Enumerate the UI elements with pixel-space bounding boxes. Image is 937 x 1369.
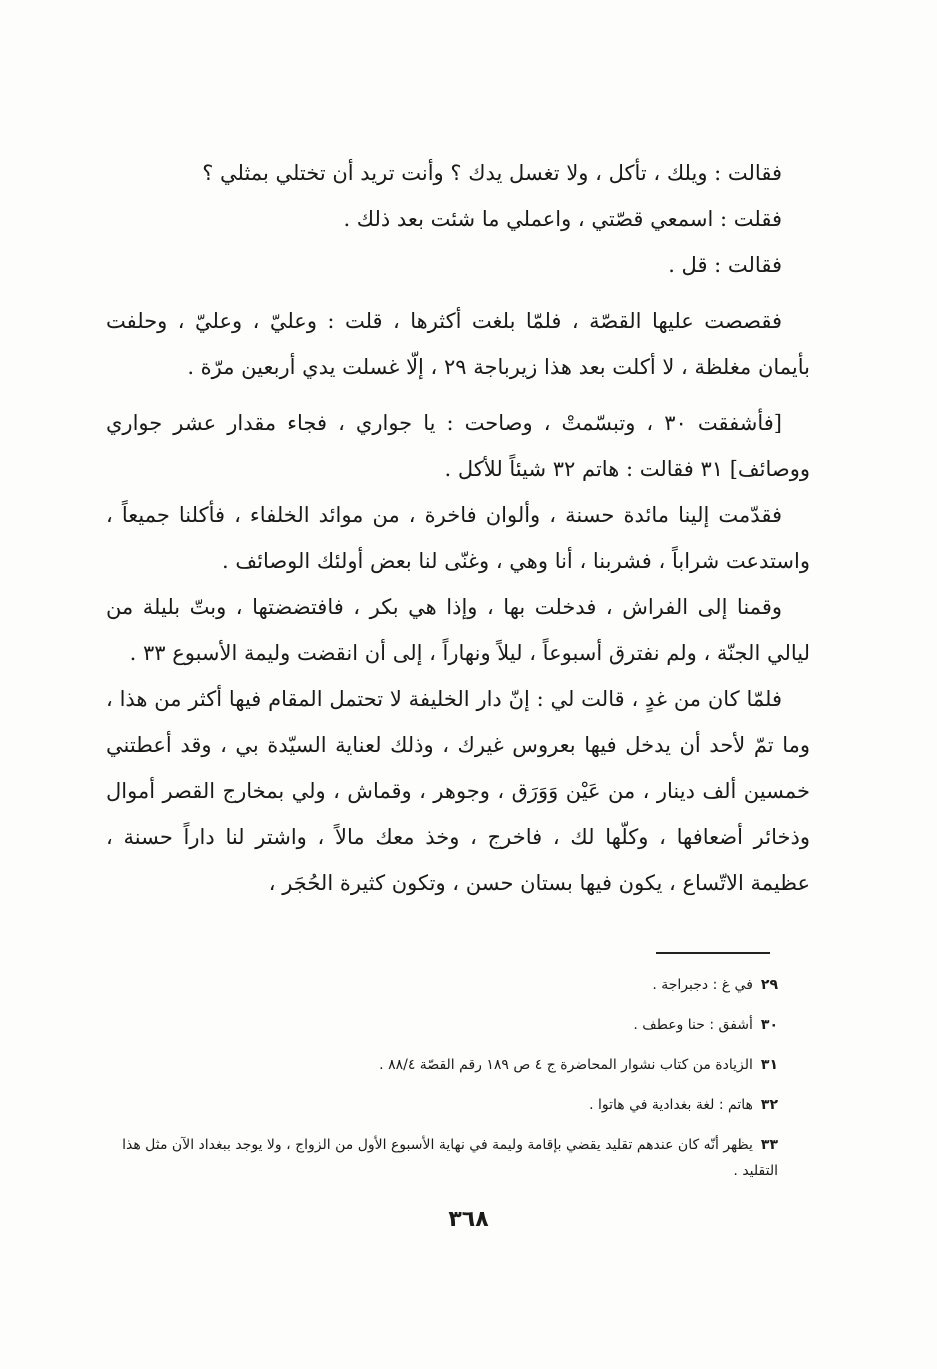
dialogue-line: فقالت : ويلك ، تأكل ، ولا تغسل يدك ؟ وأنت تريد أن تختلي بمثلي ؟ xyxy=(202,161,782,185)
footnote xyxy=(108,972,778,998)
footnote-text: هاتم : لغة بغدادية في هاتوا . xyxy=(589,1097,753,1113)
footnote-text: في غ : دجبراجة . xyxy=(652,977,753,993)
footnote xyxy=(108,1092,778,1118)
footnote-divider xyxy=(656,952,770,954)
dialogue-line: فقلت : اسمعي قصّتي ، واعملي ما شئت بعد ذلك . xyxy=(343,207,782,231)
footnote-number: ٣٣ xyxy=(760,1137,778,1153)
paragraph: فقصصت عليها القصّة ، فلمّا بلغت أكثرها ، قلت : وعليّ ، وعليّ ، وحلفت بأيمان مغلظة ، لا أكلت بعد هذا زيرباجة ٢٩ ، إلّا غسلت يدي أربعين مرّة . xyxy=(106,309,810,379)
dialogue-line: فقالت : قل . xyxy=(668,253,782,277)
footnote-text: الزيادة من كتاب نشوار المحاضرة ج ٤ ص ١٨٩ رقم القصّة ٨٨/٤ . xyxy=(379,1057,753,1073)
footnotes-section xyxy=(108,972,778,1198)
footnote-number: ٣٢ xyxy=(760,1097,778,1113)
page-number: ٣٦٨ xyxy=(448,1207,489,1232)
paragraph: وقمنا إلى الفراش ، فدخلت بها ، وإذا هي بكر ، فافتضضتها ، وبتّ بليلة من ليالي الجنّة ، ولم نفترق أسبوعاً ، ليلاً ونهاراً ، إلى أن انقضت وليمة الأسبوع ٣٣ . xyxy=(106,595,810,665)
footnote-text: يظهر أنّه كان عندهم تقليد يقضي بإقامة وليمة في نهاية الأسبوع الأول من الزواج ، ولا يوجد ببغداد الآن مثل هذا التقليد . xyxy=(122,1137,778,1179)
paragraph: [فأشفقت ٣٠ ، وتبسّمتْ ، وصاحت : يا جواري ، فجاء مقدار عشر جواري ووصائف] ٣١ فقالت : هاتم ٣٢ شيئاً للأكل . xyxy=(106,411,810,481)
footnote-text: أشفق : حنا وعطف . xyxy=(633,1017,753,1033)
main-text xyxy=(106,150,810,906)
footnote xyxy=(108,1052,778,1078)
footnote xyxy=(108,1012,778,1038)
footnote xyxy=(108,1132,778,1184)
footnote-number: ٣٠ xyxy=(760,1017,778,1033)
paragraph: فلمّا كان من غدٍ ، قالت لي : إنّ دار الخليفة لا تحتمل المقام فيها أكثر من هذا ، وما تمّ لأحد أن يدخل فيها بعروس غيرك ، وذلك لعناية السيّدة بي ، وقد أعطتني خمسين ألف دينار ، من عَيْن وَوَرَق ، وجوهر ، وقماش ، ولي بمخارج القصر أموال وذخائر أضعافها ، وكلّها لك ، فاخرج ، وخذ معك مالاً ، واشتر لنا داراً حسنة ، عظيمة الاتّساع ، يكون فيها بستان حسن ، وتكون كثيرة الحُجَر ، xyxy=(106,687,810,895)
paragraph: فقدّمت إلينا مائدة حسنة ، وألوان فاخرة ، من موائد الخلفاء ، فأكلنا جميعاً ، واستدعت شراباً ، فشربنا ، أنا وهي ، وغنّى لنا بعض أولئك الوصائف . xyxy=(106,503,810,573)
footnote-number: ٣١ xyxy=(760,1057,778,1073)
footnote-number: ٢٩ xyxy=(760,977,778,993)
